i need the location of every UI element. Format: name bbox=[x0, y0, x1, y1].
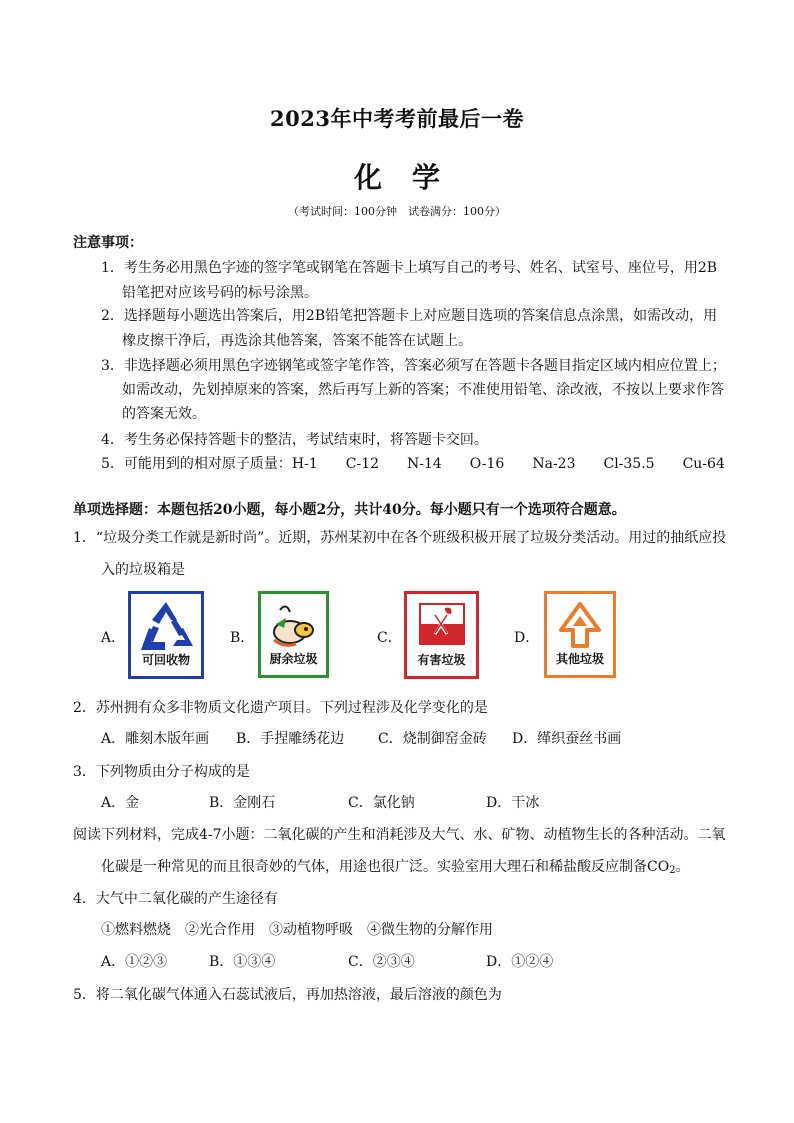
food-waste-icon bbox=[266, 600, 322, 652]
notice-heading: 注意事项： bbox=[73, 235, 143, 251]
q2-option-b: B．手捏雕绣花边 bbox=[236, 731, 345, 747]
q4-option-a: A．①②③ bbox=[101, 954, 168, 970]
q1-option-c: C． bbox=[377, 630, 402, 646]
q3-option-b: B．金刚石 bbox=[209, 795, 276, 811]
q1-stem: 入的垃圾箱是 bbox=[101, 562, 185, 578]
notice-item: 5．可能用到的相对原子质量：H-1 C-12 N-14 O-16 Na-23 Cl-35.5 Cu-64 bbox=[101, 456, 725, 472]
q5-stem: 5．将二氧化碳气体通入石蕊试液后，再加热溶液，最后溶液的颜色为 bbox=[73, 987, 502, 1003]
notice-item: 3．非选择题必须用黑色字迹钢笔或签字笔作答，答案必须写在答题卡各题目指定区域内相应位置上； bbox=[101, 358, 726, 374]
q1-option-b: B． bbox=[230, 630, 255, 646]
notice-item: 铅笔把对应该号码的标号涂黑。 bbox=[122, 285, 318, 301]
recycle-icon bbox=[137, 600, 195, 652]
q2-stem: 2．苏州拥有众多非物质文化遗产项目。下列过程涉及化学变化的是 bbox=[73, 700, 488, 716]
q3-option-d: D．干冰 bbox=[486, 795, 540, 811]
material-text-main: 化碳是一种常见的而且很奇妙的气体，用途也很广泛。实验室用大理石和稀盐酸反应制备CO bbox=[101, 859, 670, 875]
material-text bbox=[101, 856, 690, 876]
recyclable-bin-image bbox=[128, 591, 204, 679]
subject-title: 化学 bbox=[353, 161, 470, 194]
q4-option-c: C．②③④ bbox=[348, 954, 415, 970]
notice-item: 的答案无效。 bbox=[122, 406, 206, 422]
q1-option-d: D． bbox=[514, 630, 540, 646]
notice-item: 1．考生务必用黑色字迹的签字笔或钢笔在答题卡上填写自己的考号、姓名、试室号、座位号，用2B bbox=[101, 260, 718, 276]
co2-subscript: 2 bbox=[669, 865, 676, 876]
q1-stem: 1．“垃圾分类工作就是新时尚”。近期，苏州某初中在各个班级积极开展了垃圾分类活动。用过的抽纸应投 bbox=[73, 530, 727, 546]
q3-option-c: C．氯化钠 bbox=[348, 795, 415, 811]
q1-option-a: A． bbox=[101, 630, 126, 646]
bin-label-hazardous: 有害垃圾 bbox=[417, 653, 466, 667]
paper-title: 2023年中考考前最后一卷 bbox=[270, 106, 524, 131]
notice-item: 如需改动，先划掉原来的答案，然后再写上新的答案；不准使用铅笔、涂改液，不按以上要求作答 bbox=[122, 382, 724, 398]
exam-info: （考试时间：100分钟 试卷满分：100分） bbox=[288, 205, 506, 218]
notice-item: 2．选择题每小题选出答案后，用2B铅笔把答题卡上对应题目选项的答案信息点涂黑，如需改动，用 bbox=[101, 308, 718, 324]
material-text: 阅读下列材料，完成4-7小题：二氧化碳的产生和消耗涉及大气、水、矿物、动植物生长的各种活动。二氧 bbox=[73, 827, 726, 843]
q4-choices: ①燃料燃烧 ②光合作用 ③动植物呼吸 ④微生物的分解作用 bbox=[101, 922, 493, 938]
bin-label-kitchen: 厨余垃圾 bbox=[269, 652, 318, 666]
q3-stem: 3．下列物质由分子构成的是 bbox=[73, 764, 250, 780]
hazard-icon bbox=[417, 600, 467, 650]
hazardous-bin-image bbox=[404, 591, 479, 679]
q2-option-d: D．缂织蚕丝书画 bbox=[512, 731, 622, 747]
kitchen-waste-bin-image bbox=[258, 591, 329, 678]
bin-label-other: 其他垃圾 bbox=[555, 652, 604, 666]
q2-option-a: A．雕刻木版年画 bbox=[101, 731, 210, 747]
notice-item: 橡皮擦干净后，再选涂其他答案，答案不能答在试题上。 bbox=[122, 333, 472, 349]
q3-option-a: A．金 bbox=[101, 795, 140, 811]
q4-option-b: B．①③④ bbox=[209, 954, 276, 970]
other-waste-icon bbox=[557, 600, 603, 650]
q4-stem: 4．大气中二氧化碳的产生途径有 bbox=[73, 891, 278, 907]
section-heading: 单项选择题：本题包括20小题，每小题2分，共计40分。每小题只有一个选项符合题意。 bbox=[73, 502, 626, 518]
other-waste-bin-image bbox=[544, 591, 616, 678]
bin-label-recyclable: 可回收物 bbox=[141, 653, 190, 667]
q2-option-c: C．烧制御窑金砖 bbox=[378, 731, 487, 747]
q4-option-d: D．①②④ bbox=[486, 954, 554, 970]
notice-item: 4．考生务必保持答题卡的整洁，考试结束时，将答题卡交回。 bbox=[101, 432, 488, 448]
material-text-end: 。 bbox=[675, 859, 690, 875]
